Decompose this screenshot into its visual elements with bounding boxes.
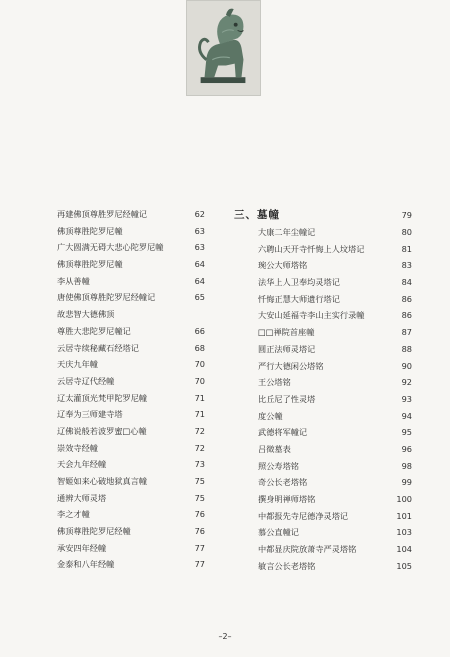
toc-entry-page: 86 <box>401 310 412 321</box>
toc-entry-title: 比丘尼了性灵塔 <box>258 393 316 404</box>
toc-entry-page: 81 <box>401 243 412 254</box>
toc-entry-page: 62 <box>194 209 205 219</box>
toc-entry-title: 广大圆满无碍大悲心陀罗尼幢 <box>57 242 164 253</box>
toc-entry-title: 天庆九年幢 <box>57 359 98 370</box>
toc-entry[interactable] <box>234 558 412 575</box>
toc-entry-page: 92 <box>401 377 412 388</box>
toc-entry[interactable] <box>57 356 205 373</box>
toc-entry-page: 72 <box>194 425 205 436</box>
toc-entry-page: 71 <box>194 392 205 403</box>
toc-entry-page: 94 <box>401 410 412 421</box>
toc-entry-page: 65 <box>194 292 205 303</box>
toc-entry-title: 云居寺续秘藏石经塔记 <box>57 342 139 353</box>
toc-entry-title: 法华上人卫奉均灵塔记 <box>258 277 340 288</box>
toc-entry[interactable] <box>234 424 412 441</box>
toc-entry-page: 72 <box>194 442 205 453</box>
toc-entry-page: 99 <box>401 477 412 488</box>
toc-entry-title: 承安四年经幢 <box>57 542 107 553</box>
toc-entry-page: 98 <box>401 460 412 471</box>
toc-entry-page: 95 <box>401 427 412 438</box>
toc-entry-title: 撰身明禅师塔铭 <box>258 494 316 504</box>
toc-entry-title: 再建佛顶尊胜罗尼经幢记 <box>57 209 148 219</box>
toc-entry[interactable] <box>234 358 412 375</box>
toc-entry[interactable] <box>234 508 412 525</box>
toc-entry[interactable] <box>234 441 412 458</box>
toc-entry-title: 中都报先寺尼德净灵塔记 <box>258 510 349 521</box>
toc-entry-page: 77 <box>194 559 205 570</box>
toc-entry-title: 云居寺辽代经幢 <box>57 375 115 386</box>
toc-entry-page: 86 <box>401 293 412 304</box>
toc-entry-title: 大安山延福寺李山主实行录幢 <box>258 310 365 321</box>
toc-entry-page: 96 <box>401 443 412 454</box>
bronze-beast-figure-icon <box>187 1 260 95</box>
toc-entry[interactable] <box>57 223 205 240</box>
toc-entry-page: 84 <box>401 277 412 288</box>
toc-entry-title: □□禅院首座幢 <box>258 327 315 338</box>
toc-entry[interactable] <box>57 540 205 557</box>
toc-left-column <box>57 206 205 573</box>
toc-entry[interactable] <box>234 291 412 308</box>
toc-entry-title: 佛顶尊胜陀罗尼幢 <box>57 225 123 236</box>
toc-entry-title: 敏言公长老塔铭 <box>258 560 316 571</box>
section-heading[interactable] <box>234 206 412 224</box>
toc-entry-title: 辽奉为三师建寺塔 <box>57 409 123 420</box>
toc-entry-title: 佛顶尊胜陀罗尼经幢 <box>57 526 131 537</box>
toc-entry-page: 100 <box>396 494 412 504</box>
toc-entry-page: 103 <box>396 527 412 538</box>
toc-entry[interactable] <box>57 556 205 573</box>
toc-entry[interactable] <box>57 506 205 523</box>
toc-entry-title: 佛顶尊胜陀罗尼幢 <box>57 259 123 270</box>
toc-entry-page: 83 <box>401 260 412 271</box>
toc-entry-title: 李之才幢 <box>57 509 90 520</box>
toc-entry-title: 中都显庆院放萧寺严灵塔铭 <box>258 544 357 555</box>
toc-entry-title: 六聘山天开寺忏悔上人坟塔记 <box>258 243 365 254</box>
toc-entry[interactable] <box>234 274 412 291</box>
toc-entry[interactable] <box>57 239 205 256</box>
toc-entry-title: 照公寿塔铭 <box>258 460 299 471</box>
toc-entry-page: 80 <box>401 227 412 237</box>
toc-entry[interactable] <box>234 307 412 324</box>
toc-entry-title: 辽太灌顶光梵甲陀罗尼幢 <box>57 392 148 403</box>
toc-entry[interactable] <box>234 458 412 475</box>
toc-entry-title: 尊胜大悲陀罗尼幢记 <box>57 325 131 336</box>
toc-entry[interactable] <box>57 289 205 306</box>
toc-entry-title: 吕徵墓表 <box>258 443 291 454</box>
toc-entry-title: 琬公大师塔铭 <box>258 260 308 271</box>
toc-entry[interactable] <box>57 306 205 323</box>
toc-entry-page: 63 <box>194 225 205 236</box>
page-number: –2– <box>218 632 232 641</box>
toc-entry[interactable] <box>57 523 205 540</box>
section-title: 三、墓幢 <box>234 209 280 221</box>
toc-entry[interactable] <box>57 406 205 423</box>
toc-entry-page: 73 <box>194 459 205 470</box>
toc-entry-page: 75 <box>194 476 205 486</box>
toc-entry[interactable] <box>57 206 205 223</box>
toc-entry[interactable] <box>234 324 412 341</box>
toc-entry-page: 70 <box>194 375 205 386</box>
toc-entry-page: 71 <box>194 409 205 420</box>
toc-entry-title: 大康二年尘幢记 <box>258 227 316 237</box>
toc-right-column <box>234 206 412 574</box>
toc-entry-title: 唐使佛顶尊胜陀罗尼经幢记 <box>57 292 156 303</box>
toc-entry-page: 75 <box>194 492 205 503</box>
toc-entry-title: 奇公长老塔铭 <box>258 477 308 488</box>
toc-entry-page: 77 <box>194 542 205 553</box>
toc-entry[interactable] <box>57 473 205 490</box>
toc-entry[interactable] <box>234 224 412 241</box>
toc-entry[interactable] <box>57 373 205 390</box>
toc-entry-title: 辽佛说般若波罗蜜□心幢 <box>57 425 147 436</box>
toc-entry-page: 76 <box>194 526 205 537</box>
toc-entry[interactable] <box>234 341 412 358</box>
toc-entry-title: 天会九年经幢 <box>57 459 107 470</box>
toc-entry[interactable] <box>234 474 412 491</box>
toc-entry-title: 智姬如来心破地狱真言幢 <box>57 476 148 486</box>
toc-entry-page: 104 <box>396 544 412 555</box>
toc-entry[interactable] <box>234 241 412 258</box>
toc-entry-page: 101 <box>396 510 412 521</box>
toc-entry-page: 66 <box>194 325 205 336</box>
toc-entry-title: 忏悔正慧大师遗行塔记 <box>258 293 340 304</box>
toc-entry[interactable] <box>234 491 412 508</box>
toc-entry-page: 90 <box>401 360 412 371</box>
toc-entry[interactable] <box>57 273 205 290</box>
toc-entry-page: 63 <box>194 242 205 253</box>
toc-entry[interactable] <box>234 541 412 558</box>
toc-entry[interactable] <box>57 390 205 407</box>
toc-entry[interactable] <box>234 391 412 408</box>
toc-entry[interactable] <box>57 423 205 440</box>
toc-entry[interactable] <box>234 524 412 541</box>
toc-entry[interactable] <box>57 323 205 340</box>
toc-entry-title: 李从善幢 <box>57 275 90 286</box>
toc-entry-title: 金泰和八年经幢 <box>57 559 115 570</box>
toc-entry-page: 68 <box>194 342 205 353</box>
toc-entry-title: 严行大德闲公塔铭 <box>258 360 324 371</box>
toc-entry-page: 105 <box>396 560 412 571</box>
header-plate-image <box>186 0 261 96</box>
toc-entry-title: 武德将军幢记 <box>258 427 308 438</box>
toc-entry[interactable] <box>57 340 205 357</box>
toc-entry-title: 圆正法师灵塔记 <box>258 343 316 354</box>
toc-entry[interactable] <box>234 408 412 425</box>
toc-entry-title: 通辨大师灵塔 <box>57 492 107 503</box>
toc-entry-title: 崇效寺经幢 <box>57 442 98 453</box>
toc-entry[interactable] <box>234 257 412 274</box>
toc-entry-title: 王公塔铭 <box>258 377 291 388</box>
toc-entry[interactable] <box>234 374 412 391</box>
toc-entry-page: 64 <box>194 275 205 286</box>
section-page: 79 <box>401 210 412 220</box>
toc-entry-page: 88 <box>401 343 412 354</box>
toc-entry[interactable] <box>57 256 205 273</box>
toc-entry-page: 64 <box>194 259 205 270</box>
toc-entry-page: 76 <box>194 509 205 520</box>
toc-entry-title: 度公幢 <box>258 410 283 421</box>
toc-entry-page: 93 <box>401 393 412 404</box>
toc-entry-title: 慕公直幢记 <box>258 527 299 538</box>
toc-entry-page: 70 <box>194 359 205 370</box>
toc-entry[interactable] <box>57 490 205 507</box>
toc-entry-title: 故悲智大德佛顶 <box>57 309 115 320</box>
toc-entry-page: 87 <box>401 327 412 338</box>
toc-entry[interactable] <box>57 456 205 473</box>
toc-entry[interactable] <box>57 440 205 457</box>
